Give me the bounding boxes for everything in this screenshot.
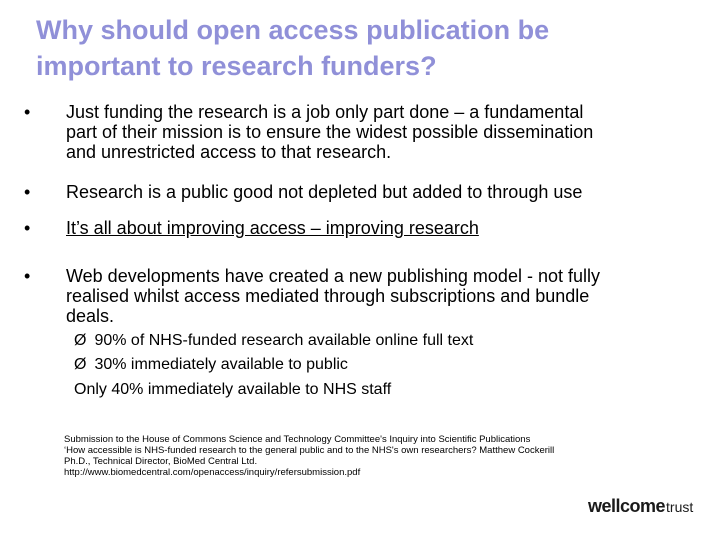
wellcome-trust-logo [588,496,693,517]
subpoint-public-availability [74,354,594,376]
bullet-text-line: It’s all about improving access – improving research [66,218,479,238]
footnote-url: http://www.biomedcentral.com/openaccess/inquiry/refersubmission.pdf [64,467,361,478]
logo-suffix: trust [666,499,694,515]
subpoint-text: Only 40% immediately available to NHS staff [74,381,392,398]
arrow-bullet-icon: Ø [74,356,87,373]
bullet-text-line: deals. [66,306,115,326]
title-line-2: important to research funders? [36,51,437,81]
bullet-marker: • [24,266,31,286]
bullet-item-public-good [24,182,664,202]
subpoint-text: 30% immediately available to public [94,356,348,373]
bullet-marker: • [24,102,31,122]
source-footnote [64,434,664,478]
bullet-text-line: part of their mission is to ensure the widest possible dissemination [66,122,594,142]
footnote-line: Ph.D., Technical Director, BioMed Central Ltd. [64,456,258,467]
slide-title [36,12,696,84]
bullet-text-line: Web developments have created a new publishing model - not fully [66,266,600,286]
bullet-text-line: Research is a public good not depleted but added to through use [66,182,583,202]
subpoint-text: 90% of NHS-funded research available online full text [94,332,474,349]
bullet-item-web-developments [24,266,664,326]
subpoint-online-full-text [74,330,594,352]
bullet-text-line: realised whilst access mediated through subscriptions and bundle [66,286,590,306]
bullet-item-funding [24,102,664,162]
subpoint-nhs-staff [74,379,594,401]
footnote-line: ‘How accessible is NHS-funded research to the general public and to the NHS's own researchers? Matthew Cockerill [64,445,555,456]
logo-brand: wellcome [588,496,666,516]
bullet-marker: • [24,218,31,238]
bullet-text-line: Just funding the research is a job only part done – a fundamental [66,102,584,122]
bullet-item-access [24,218,664,238]
arrow-bullet-icon: Ø [74,332,87,349]
bullet-marker: • [24,182,31,202]
footnote-line: Submission to the House of Commons Science and Technology Committee's Inquiry into Scientific Publications [64,434,531,445]
title-line-1: Why should open access publication be [36,15,550,45]
bullet-text-line: and unrestricted access to that research. [66,142,392,162]
